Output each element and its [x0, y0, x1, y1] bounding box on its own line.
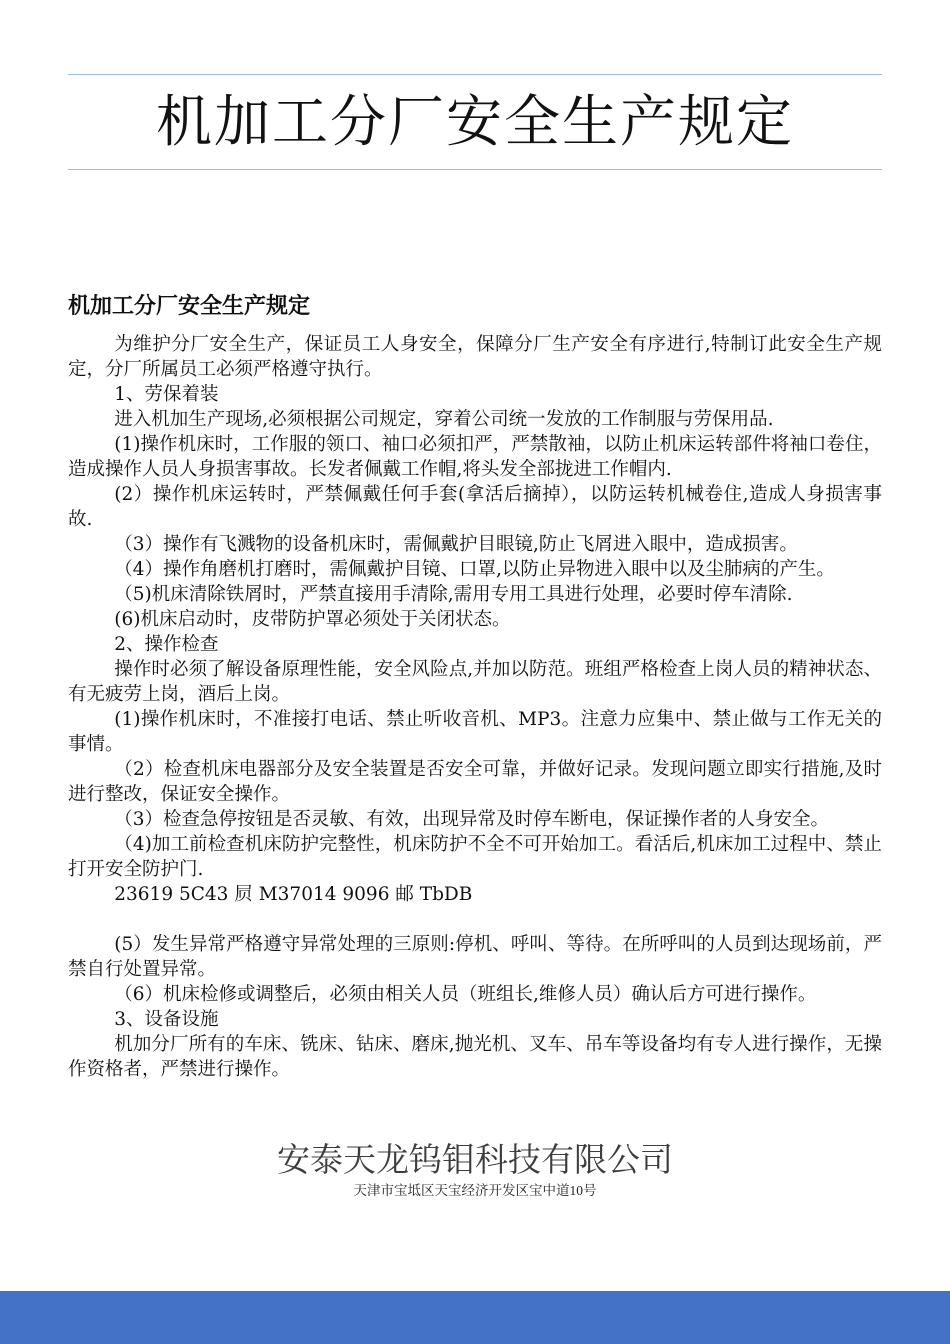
list-item: (2）操作机床运转时，严禁佩戴任何手套(拿活后摘掉），以防运转机械卷住,造成人身损害事故. [68, 484, 882, 530]
company-watermark [250, 1138, 700, 1200]
paragraph: 进入机加生产现场,必须根据公司规定，穿着公司统一发放的工作制服与劳保用品. [114, 409, 774, 430]
list-item: （6）机床检修或调整后，必须由相关人员（班组长,维修人员）确认后方可进行操作。 [114, 984, 817, 1005]
footer-band [0, 1291, 950, 1344]
company-address: 天津市宝坻区天宝经济开发区宝中道10号 [353, 1183, 597, 1198]
section-heading: 1、劳保着装 [114, 384, 219, 405]
company-name: 安泰天龙钨钼科技有限公司 [277, 1140, 673, 1179]
list-item: （5)机床清除铁屑时，严禁直接用手清除,需用专用工具进行处理，必要时停车清除. [114, 584, 793, 605]
list-item: (5）发生异常严格遵守异常处理的三原则:停机、呼叫、等待。在所呼叫的人员到达现场前，严禁自行处置异常。 [68, 934, 882, 980]
page-title: 机加工分厂安全生产规定 [156, 90, 794, 155]
title-rule-bottom [68, 169, 882, 170]
title-rule-top [68, 74, 882, 75]
list-item: （3）检查急停按钮是否灵敏、有效，出现异常及时停车断电，保证操作者的人身安全。 [114, 809, 830, 830]
section-heading: 3、设备设施 [114, 1009, 219, 1030]
list-item: (6)机床启动时，皮带防护罩必须处于关闭状态。 [114, 609, 511, 630]
list-item: （3）操作有飞溅物的设备机床时，需佩戴护目眼镜,防止飞屑进入眼中，造成损害。 [114, 534, 798, 555]
list-item: (1)操作机床时，不准接打电话、禁止听收音机、MP3。注意力应集中、禁止做与工作无关的事情。 [68, 709, 882, 755]
list-item: (1)操作机床时，工作服的领口、袖口必须扣严，严禁散袖，以防止机床运转部件将袖口卷住，造成操作人员人身损害事故。长发者佩戴工作帽,将头发全部拢进工作帽内. [68, 434, 882, 480]
section-heading: 2、操作检查 [114, 634, 219, 655]
list-item: （4)加工前检查机床防护完整性，机床防护不全不可开始加工。看活后,机床加工过程中、禁止打开安全防护门. [68, 834, 882, 880]
document-body [68, 332, 882, 1082]
paragraph: 为维护分厂安全生产，保证员工人身安全，保障分厂生产安全有序进行,特制订此安全生产规定，分厂所属员工必须严格遵守执行。 [68, 334, 882, 380]
paragraph: 操作时必须了解设备原理性能，安全风险点,并加以防范。班组严格检查上岗人员的精神状态、有无疲劳上岗，酒后上岗。 [68, 659, 882, 705]
list-item: （4）操作角磨机打磨时，需佩戴护目镜、口罩,以防止异物进入眼中以及尘肺病的产生。 [114, 559, 835, 580]
list-item: （2）检查机床电器部分及安全装置是否安全可靠，并做好记录。发现问题立即实行措施,及时进行整改，保证安全操作。 [68, 759, 882, 805]
code-line: 23619 5C43 屃 M37014 9096 邮 TbDB [114, 884, 473, 905]
document-heading: 机加工分厂安全生产规定 [68, 294, 311, 319]
paragraph: 机加分厂所有的车床、铣床、钻床、磨床,抛光机、叉车、吊车等设备均有专人进行操作，无操作资格者，严禁进行操作。 [68, 1034, 882, 1080]
